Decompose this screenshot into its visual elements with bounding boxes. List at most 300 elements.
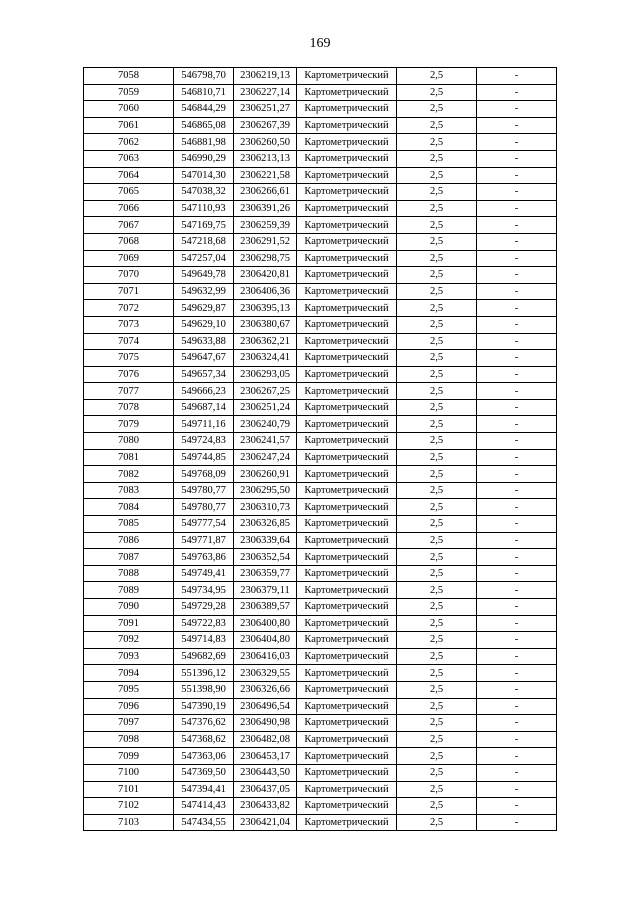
point-number-cell: 7059 bbox=[84, 84, 174, 101]
y-coordinate-cell: 2306221,58 bbox=[234, 167, 297, 184]
x-coordinate-cell: 549724,83 bbox=[174, 433, 234, 450]
table-row bbox=[84, 748, 557, 765]
x-coordinate-cell: 549744,85 bbox=[174, 449, 234, 466]
description-cell: - bbox=[477, 582, 557, 599]
point-number-cell: 7074 bbox=[84, 333, 174, 350]
method-cell: Картометрический bbox=[297, 300, 397, 317]
method-cell: Картометрический bbox=[297, 731, 397, 748]
description-cell: - bbox=[477, 399, 557, 416]
method-cell: Картометрический bbox=[297, 466, 397, 483]
accuracy-cell: 2,5 bbox=[397, 366, 477, 383]
accuracy-cell: 2,5 bbox=[397, 582, 477, 599]
description-cell: - bbox=[477, 333, 557, 350]
point-number-cell: 7096 bbox=[84, 698, 174, 715]
y-coordinate-cell: 2306267,39 bbox=[234, 117, 297, 134]
x-coordinate-cell: 549687,14 bbox=[174, 399, 234, 416]
accuracy-cell: 2,5 bbox=[397, 814, 477, 831]
accuracy-cell: 2,5 bbox=[397, 250, 477, 267]
method-cell: Картометрический bbox=[297, 449, 397, 466]
table-row bbox=[84, 101, 557, 118]
table-row bbox=[84, 300, 557, 317]
description-cell: - bbox=[477, 698, 557, 715]
y-coordinate-cell: 2306251,27 bbox=[234, 101, 297, 118]
point-number-cell: 7091 bbox=[84, 615, 174, 632]
accuracy-cell: 2,5 bbox=[397, 599, 477, 616]
method-cell: Картометрический bbox=[297, 184, 397, 201]
method-cell: Картометрический bbox=[297, 101, 397, 118]
point-number-cell: 7083 bbox=[84, 482, 174, 499]
method-cell: Картометрический bbox=[297, 200, 397, 217]
y-coordinate-cell: 2306389,57 bbox=[234, 599, 297, 616]
x-coordinate-cell: 551398,90 bbox=[174, 681, 234, 698]
point-number-cell: 7087 bbox=[84, 549, 174, 566]
point-number-cell: 7062 bbox=[84, 134, 174, 151]
y-coordinate-cell: 2306240,79 bbox=[234, 416, 297, 433]
point-number-cell: 7092 bbox=[84, 632, 174, 649]
table-row bbox=[84, 549, 557, 566]
point-number-cell: 7085 bbox=[84, 516, 174, 533]
point-number-cell: 7082 bbox=[84, 466, 174, 483]
y-coordinate-cell: 2306482,08 bbox=[234, 731, 297, 748]
description-cell: - bbox=[477, 798, 557, 815]
description-cell: - bbox=[477, 549, 557, 566]
x-coordinate-cell: 549657,34 bbox=[174, 366, 234, 383]
accuracy-cell: 2,5 bbox=[397, 267, 477, 284]
description-cell: - bbox=[477, 316, 557, 333]
x-coordinate-cell: 546865,08 bbox=[174, 117, 234, 134]
table-row bbox=[84, 516, 557, 533]
method-cell: Картометрический bbox=[297, 250, 397, 267]
description-cell: - bbox=[477, 350, 557, 367]
accuracy-cell: 2,5 bbox=[397, 316, 477, 333]
description-cell: - bbox=[477, 68, 557, 85]
table-row bbox=[84, 233, 557, 250]
table-row bbox=[84, 316, 557, 333]
point-number-cell: 7101 bbox=[84, 781, 174, 798]
x-coordinate-cell: 549629,10 bbox=[174, 316, 234, 333]
x-coordinate-cell: 549768,09 bbox=[174, 466, 234, 483]
table-row bbox=[84, 648, 557, 665]
point-number-cell: 7063 bbox=[84, 150, 174, 167]
y-coordinate-cell: 2306359,77 bbox=[234, 565, 297, 582]
y-coordinate-cell: 2306421,04 bbox=[234, 814, 297, 831]
x-coordinate-cell: 547038,32 bbox=[174, 184, 234, 201]
y-coordinate-cell: 2306219,13 bbox=[234, 68, 297, 85]
table-row bbox=[84, 250, 557, 267]
y-coordinate-cell: 2306324,41 bbox=[234, 350, 297, 367]
x-coordinate-cell: 547390,19 bbox=[174, 698, 234, 715]
description-cell: - bbox=[477, 267, 557, 284]
accuracy-cell: 2,5 bbox=[397, 167, 477, 184]
description-cell: - bbox=[477, 184, 557, 201]
table-row bbox=[84, 681, 557, 698]
point-number-cell: 7075 bbox=[84, 350, 174, 367]
description-cell: - bbox=[477, 117, 557, 134]
description-cell: - bbox=[477, 565, 557, 582]
x-coordinate-cell: 546844,29 bbox=[174, 101, 234, 118]
x-coordinate-cell: 549780,77 bbox=[174, 482, 234, 499]
method-cell: Картометрический bbox=[297, 715, 397, 732]
x-coordinate-cell: 549633,88 bbox=[174, 333, 234, 350]
method-cell: Картометрический bbox=[297, 117, 397, 134]
accuracy-cell: 2,5 bbox=[397, 565, 477, 582]
description-cell: - bbox=[477, 383, 557, 400]
description-cell: - bbox=[477, 748, 557, 765]
x-coordinate-cell: 546798,70 bbox=[174, 68, 234, 85]
x-coordinate-cell: 546881,98 bbox=[174, 134, 234, 151]
method-cell: Картометрический bbox=[297, 267, 397, 284]
method-cell: Картометрический bbox=[297, 433, 397, 450]
description-cell: - bbox=[477, 814, 557, 831]
accuracy-cell: 2,5 bbox=[397, 134, 477, 151]
method-cell: Картометрический bbox=[297, 814, 397, 831]
table-row bbox=[84, 632, 557, 649]
y-coordinate-cell: 2306433,82 bbox=[234, 798, 297, 815]
y-coordinate-cell: 2306295,50 bbox=[234, 482, 297, 499]
method-cell: Картометрический bbox=[297, 482, 397, 499]
table-row bbox=[84, 731, 557, 748]
description-cell: - bbox=[477, 764, 557, 781]
accuracy-cell: 2,5 bbox=[397, 150, 477, 167]
x-coordinate-cell: 549714,83 bbox=[174, 632, 234, 649]
description-cell: - bbox=[477, 433, 557, 450]
y-coordinate-cell: 2306267,25 bbox=[234, 383, 297, 400]
method-cell: Картометрический bbox=[297, 516, 397, 533]
point-number-cell: 7060 bbox=[84, 101, 174, 118]
method-cell: Картометрический bbox=[297, 167, 397, 184]
description-cell: - bbox=[477, 134, 557, 151]
x-coordinate-cell: 546990,29 bbox=[174, 150, 234, 167]
accuracy-cell: 2,5 bbox=[397, 433, 477, 450]
method-cell: Картометрический bbox=[297, 764, 397, 781]
accuracy-cell: 2,5 bbox=[397, 68, 477, 85]
accuracy-cell: 2,5 bbox=[397, 416, 477, 433]
y-coordinate-cell: 2306490,98 bbox=[234, 715, 297, 732]
x-coordinate-cell: 549632,99 bbox=[174, 283, 234, 300]
y-coordinate-cell: 2306453,17 bbox=[234, 748, 297, 765]
method-cell: Картометрический bbox=[297, 233, 397, 250]
x-coordinate-cell: 547257,04 bbox=[174, 250, 234, 267]
table-row bbox=[84, 333, 557, 350]
method-cell: Картометрический bbox=[297, 798, 397, 815]
x-coordinate-cell: 549649,78 bbox=[174, 267, 234, 284]
accuracy-cell: 2,5 bbox=[397, 200, 477, 217]
point-number-cell: 7093 bbox=[84, 648, 174, 665]
method-cell: Картометрический bbox=[297, 781, 397, 798]
y-coordinate-cell: 2306395,13 bbox=[234, 300, 297, 317]
description-cell: - bbox=[477, 781, 557, 798]
description-cell: - bbox=[477, 482, 557, 499]
x-coordinate-cell: 549711,16 bbox=[174, 416, 234, 433]
table-row bbox=[84, 150, 557, 167]
table-row bbox=[84, 814, 557, 831]
point-number-cell: 7078 bbox=[84, 399, 174, 416]
point-number-cell: 7069 bbox=[84, 250, 174, 267]
x-coordinate-cell: 547376,62 bbox=[174, 715, 234, 732]
accuracy-cell: 2,5 bbox=[397, 184, 477, 201]
point-number-cell: 7067 bbox=[84, 217, 174, 234]
x-coordinate-cell: 547434,55 bbox=[174, 814, 234, 831]
accuracy-cell: 2,5 bbox=[397, 399, 477, 416]
table-row bbox=[84, 433, 557, 450]
point-number-cell: 7090 bbox=[84, 599, 174, 616]
point-number-cell: 7080 bbox=[84, 433, 174, 450]
table-row bbox=[84, 283, 557, 300]
y-coordinate-cell: 2306437,05 bbox=[234, 781, 297, 798]
point-number-cell: 7077 bbox=[84, 383, 174, 400]
table-row bbox=[84, 217, 557, 234]
description-cell: - bbox=[477, 167, 557, 184]
y-coordinate-cell: 2306260,50 bbox=[234, 134, 297, 151]
y-coordinate-cell: 2306326,66 bbox=[234, 681, 297, 698]
table-row bbox=[84, 184, 557, 201]
description-cell: - bbox=[477, 599, 557, 616]
y-coordinate-cell: 2306293,05 bbox=[234, 366, 297, 383]
table-row bbox=[84, 764, 557, 781]
y-coordinate-cell: 2306298,75 bbox=[234, 250, 297, 267]
accuracy-cell: 2,5 bbox=[397, 731, 477, 748]
point-number-cell: 7102 bbox=[84, 798, 174, 815]
method-cell: Картометрический bbox=[297, 681, 397, 698]
point-number-cell: 7064 bbox=[84, 167, 174, 184]
accuracy-cell: 2,5 bbox=[397, 748, 477, 765]
method-cell: Картометрический bbox=[297, 333, 397, 350]
accuracy-cell: 2,5 bbox=[397, 615, 477, 632]
y-coordinate-cell: 2306391,26 bbox=[234, 200, 297, 217]
method-cell: Картометрический bbox=[297, 150, 397, 167]
x-coordinate-cell: 549777,54 bbox=[174, 516, 234, 533]
method-cell: Картометрический bbox=[297, 698, 397, 715]
table-row bbox=[84, 798, 557, 815]
point-number-cell: 7073 bbox=[84, 316, 174, 333]
y-coordinate-cell: 2306213,13 bbox=[234, 150, 297, 167]
table-row bbox=[84, 68, 557, 85]
method-cell: Картометрический bbox=[297, 648, 397, 665]
y-coordinate-cell: 2306266,61 bbox=[234, 184, 297, 201]
description-cell: - bbox=[477, 648, 557, 665]
accuracy-cell: 2,5 bbox=[397, 283, 477, 300]
table-row bbox=[84, 449, 557, 466]
accuracy-cell: 2,5 bbox=[397, 499, 477, 516]
description-cell: - bbox=[477, 615, 557, 632]
page-number: 169 bbox=[309, 36, 331, 51]
y-coordinate-cell: 2306259,39 bbox=[234, 217, 297, 234]
description-cell: - bbox=[477, 101, 557, 118]
table-row bbox=[84, 350, 557, 367]
description-cell: - bbox=[477, 233, 557, 250]
x-coordinate-cell: 549763,86 bbox=[174, 549, 234, 566]
description-cell: - bbox=[477, 300, 557, 317]
method-cell: Картометрический bbox=[297, 316, 397, 333]
description-cell: - bbox=[477, 250, 557, 267]
description-cell: - bbox=[477, 499, 557, 516]
accuracy-cell: 2,5 bbox=[397, 764, 477, 781]
x-coordinate-cell: 549749,41 bbox=[174, 565, 234, 582]
table-row bbox=[84, 715, 557, 732]
table-row bbox=[84, 499, 557, 516]
method-cell: Картометрический bbox=[297, 416, 397, 433]
method-cell: Картометрический bbox=[297, 399, 397, 416]
y-coordinate-cell: 2306241,57 bbox=[234, 433, 297, 450]
point-number-cell: 7089 bbox=[84, 582, 174, 599]
table-row bbox=[84, 665, 557, 682]
accuracy-cell: 2,5 bbox=[397, 84, 477, 101]
accuracy-cell: 2,5 bbox=[397, 781, 477, 798]
table-row bbox=[84, 599, 557, 616]
method-cell: Картометрический bbox=[297, 582, 397, 599]
method-cell: Картометрический bbox=[297, 665, 397, 682]
x-coordinate-cell: 549771,87 bbox=[174, 532, 234, 549]
y-coordinate-cell: 2306420,81 bbox=[234, 267, 297, 284]
point-number-cell: 7079 bbox=[84, 416, 174, 433]
point-number-cell: 7099 bbox=[84, 748, 174, 765]
method-cell: Картометрический bbox=[297, 283, 397, 300]
description-cell: - bbox=[477, 283, 557, 300]
accuracy-cell: 2,5 bbox=[397, 698, 477, 715]
point-number-cell: 7098 bbox=[84, 731, 174, 748]
description-cell: - bbox=[477, 150, 557, 167]
point-number-cell: 7071 bbox=[84, 283, 174, 300]
accuracy-cell: 2,5 bbox=[397, 681, 477, 698]
accuracy-cell: 2,5 bbox=[397, 300, 477, 317]
table-row bbox=[84, 565, 557, 582]
point-number-cell: 7097 bbox=[84, 715, 174, 732]
point-number-cell: 7072 bbox=[84, 300, 174, 317]
x-coordinate-cell: 549734,95 bbox=[174, 582, 234, 599]
method-cell: Картометрический bbox=[297, 217, 397, 234]
x-coordinate-cell: 547368,62 bbox=[174, 731, 234, 748]
description-cell: - bbox=[477, 681, 557, 698]
x-coordinate-cell: 547394,41 bbox=[174, 781, 234, 798]
y-coordinate-cell: 2306339,64 bbox=[234, 532, 297, 549]
table-row bbox=[84, 615, 557, 632]
y-coordinate-cell: 2306379,11 bbox=[234, 582, 297, 599]
table-body bbox=[84, 68, 557, 831]
point-number-cell: 7065 bbox=[84, 184, 174, 201]
point-number-cell: 7086 bbox=[84, 532, 174, 549]
y-coordinate-cell: 2306247,24 bbox=[234, 449, 297, 466]
point-number-cell: 7094 bbox=[84, 665, 174, 682]
y-coordinate-cell: 2306291,52 bbox=[234, 233, 297, 250]
x-coordinate-cell: 549682,69 bbox=[174, 648, 234, 665]
accuracy-cell: 2,5 bbox=[397, 233, 477, 250]
description-cell: - bbox=[477, 731, 557, 748]
x-coordinate-cell: 547218,68 bbox=[174, 233, 234, 250]
table-row bbox=[84, 117, 557, 134]
method-cell: Картометрический bbox=[297, 565, 397, 582]
point-number-cell: 7100 bbox=[84, 764, 174, 781]
method-cell: Картометрический bbox=[297, 748, 397, 765]
description-cell: - bbox=[477, 665, 557, 682]
method-cell: Картометрический bbox=[297, 549, 397, 566]
accuracy-cell: 2,5 bbox=[397, 798, 477, 815]
accuracy-cell: 2,5 bbox=[397, 715, 477, 732]
table-row bbox=[84, 84, 557, 101]
table-row bbox=[84, 416, 557, 433]
x-coordinate-cell: 547110,93 bbox=[174, 200, 234, 217]
table-row bbox=[84, 482, 557, 499]
point-number-cell: 7095 bbox=[84, 681, 174, 698]
point-number-cell: 7061 bbox=[84, 117, 174, 134]
accuracy-cell: 2,5 bbox=[397, 482, 477, 499]
y-coordinate-cell: 2306404,80 bbox=[234, 632, 297, 649]
point-number-cell: 7066 bbox=[84, 200, 174, 217]
description-cell: - bbox=[477, 449, 557, 466]
accuracy-cell: 2,5 bbox=[397, 466, 477, 483]
accuracy-cell: 2,5 bbox=[397, 632, 477, 649]
y-coordinate-cell: 2306352,54 bbox=[234, 549, 297, 566]
y-coordinate-cell: 2306416,03 bbox=[234, 648, 297, 665]
description-cell: - bbox=[477, 532, 557, 549]
point-number-cell: 7081 bbox=[84, 449, 174, 466]
accuracy-cell: 2,5 bbox=[397, 117, 477, 134]
x-coordinate-cell: 551396,12 bbox=[174, 665, 234, 682]
x-coordinate-cell: 547414,43 bbox=[174, 798, 234, 815]
accuracy-cell: 2,5 bbox=[397, 217, 477, 234]
y-coordinate-cell: 2306443,50 bbox=[234, 764, 297, 781]
table-row bbox=[84, 399, 557, 416]
accuracy-cell: 2,5 bbox=[397, 665, 477, 682]
y-coordinate-cell: 2306400,80 bbox=[234, 615, 297, 632]
accuracy-cell: 2,5 bbox=[397, 449, 477, 466]
point-number-cell: 7103 bbox=[84, 814, 174, 831]
method-cell: Картометрический bbox=[297, 532, 397, 549]
table-row bbox=[84, 781, 557, 798]
table-row bbox=[84, 582, 557, 599]
description-cell: - bbox=[477, 416, 557, 433]
description-cell: - bbox=[477, 217, 557, 234]
method-cell: Картометрический bbox=[297, 632, 397, 649]
table-row bbox=[84, 466, 557, 483]
table-row bbox=[84, 366, 557, 383]
method-cell: Картометрический bbox=[297, 499, 397, 516]
accuracy-cell: 2,5 bbox=[397, 532, 477, 549]
x-coordinate-cell: 549722,83 bbox=[174, 615, 234, 632]
x-coordinate-cell: 547169,75 bbox=[174, 217, 234, 234]
point-number-cell: 7058 bbox=[84, 68, 174, 85]
x-coordinate-cell: 549666,23 bbox=[174, 383, 234, 400]
table-row bbox=[84, 134, 557, 151]
method-cell: Картометрический bbox=[297, 383, 397, 400]
x-coordinate-cell: 546810,71 bbox=[174, 84, 234, 101]
description-cell: - bbox=[477, 466, 557, 483]
point-number-cell: 7076 bbox=[84, 366, 174, 383]
y-coordinate-cell: 2306380,67 bbox=[234, 316, 297, 333]
description-cell: - bbox=[477, 632, 557, 649]
method-cell: Картометрический bbox=[297, 134, 397, 151]
description-cell: - bbox=[477, 366, 557, 383]
y-coordinate-cell: 2306326,85 bbox=[234, 516, 297, 533]
accuracy-cell: 2,5 bbox=[397, 549, 477, 566]
accuracy-cell: 2,5 bbox=[397, 383, 477, 400]
y-coordinate-cell: 2306362,21 bbox=[234, 333, 297, 350]
method-cell: Картометрический bbox=[297, 366, 397, 383]
description-cell: - bbox=[477, 715, 557, 732]
y-coordinate-cell: 2306260,91 bbox=[234, 466, 297, 483]
point-number-cell: 7088 bbox=[84, 565, 174, 582]
description-cell: - bbox=[477, 84, 557, 101]
accuracy-cell: 2,5 bbox=[397, 648, 477, 665]
y-coordinate-cell: 2306406,36 bbox=[234, 283, 297, 300]
accuracy-cell: 2,5 bbox=[397, 516, 477, 533]
table-row bbox=[84, 532, 557, 549]
x-coordinate-cell: 549729,28 bbox=[174, 599, 234, 616]
method-cell: Картометрический bbox=[297, 68, 397, 85]
accuracy-cell: 2,5 bbox=[397, 333, 477, 350]
y-coordinate-cell: 2306227,14 bbox=[234, 84, 297, 101]
table-row bbox=[84, 698, 557, 715]
method-cell: Картометрический bbox=[297, 599, 397, 616]
